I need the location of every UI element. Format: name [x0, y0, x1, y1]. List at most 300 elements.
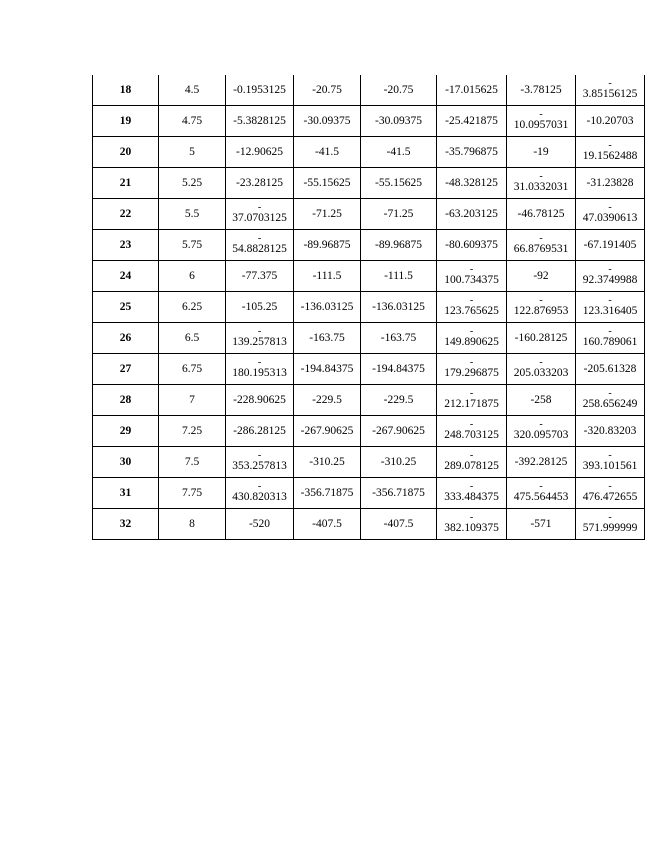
table-cell: [294, 75, 361, 106]
cell-value: -17.015625: [445, 83, 498, 96]
table-cell: [294, 323, 361, 354]
table-cell: [159, 199, 226, 230]
wrapped-negative-value: [437, 514, 506, 534]
cell-value: 23: [119, 238, 132, 251]
cell-value: -63.203125: [445, 207, 498, 220]
cell-value: -258: [530, 393, 552, 406]
cell-value: -163.75: [309, 331, 345, 344]
wrapped-negative-value: [507, 173, 575, 193]
minus-sign: -: [469, 295, 474, 306]
row-index-cell: [93, 354, 159, 385]
table-row: [93, 292, 645, 323]
cell-value: 6: [189, 269, 195, 282]
minus-sign: -: [257, 357, 262, 368]
cell-value: 5: [189, 145, 195, 158]
cell-value: -89.96875: [375, 238, 422, 251]
cell-value: -105.25: [241, 300, 278, 313]
wrapped-negative-value: [226, 452, 293, 472]
cell-value: 5.75: [181, 238, 203, 251]
minus-sign: -: [539, 357, 543, 368]
wrapped-negative-value: [226, 328, 293, 348]
cell-value: 21: [119, 176, 132, 189]
cell-value: -111.5: [384, 269, 413, 282]
table-body: [93, 75, 645, 540]
table-cell: [226, 416, 294, 447]
cell-value: -392.28125: [514, 455, 568, 468]
table-cell: [437, 292, 507, 323]
wrapped-negative-value: [576, 390, 644, 410]
cell-value: 205.033203: [513, 367, 569, 379]
table-cell: [159, 447, 226, 478]
data-table: [92, 75, 645, 540]
cell-value: -41.5: [315, 145, 339, 158]
table-cell: [576, 385, 645, 416]
wrapped-negative-value: [226, 483, 293, 503]
cell-value: 6.5: [184, 331, 200, 344]
cell-value: 393.101561: [582, 460, 638, 472]
cell-value: 122.876953: [513, 305, 569, 317]
minus-sign: -: [257, 233, 262, 244]
cell-value: -228.90625: [233, 393, 286, 406]
table-cell: [294, 137, 361, 168]
cell-value: -5.3828125: [233, 114, 286, 127]
table-row: [93, 261, 645, 292]
cell-value: 149.890625: [444, 336, 499, 348]
table-cell: [576, 106, 645, 137]
cell-value: 212.171875: [444, 398, 499, 410]
cell-value: 382.109375: [444, 522, 499, 534]
table-cell: [437, 137, 507, 168]
table-cell: [159, 230, 226, 261]
table-cell: [507, 230, 576, 261]
cell-value: 47.0390613: [582, 212, 638, 224]
minus-sign: -: [469, 357, 474, 368]
table-cell: [507, 323, 576, 354]
cell-value: -229.5: [312, 393, 342, 406]
table-cell: [507, 385, 576, 416]
cell-value: -0.1953125: [233, 83, 286, 96]
cell-value: 31.0332031: [513, 181, 569, 193]
table-cell: [361, 323, 437, 354]
cell-value: 27: [119, 362, 132, 375]
wrapped-negative-value: [437, 359, 506, 379]
table-cell: [507, 447, 576, 478]
table-cell: [361, 230, 437, 261]
table-cell: [576, 416, 645, 447]
wrapped-negative-value: [576, 142, 644, 162]
minus-sign: -: [257, 202, 262, 213]
row-index-cell: [93, 509, 159, 540]
cell-value: 54.8828125: [232, 243, 287, 255]
cell-value: 24: [119, 269, 132, 282]
wrapped-negative-value: [437, 421, 506, 441]
row-index-cell: [93, 168, 159, 199]
cell-value: -160.28125: [514, 331, 568, 344]
table-cell: [294, 168, 361, 199]
wrapped-negative-value: [576, 452, 644, 472]
table-cell: [226, 478, 294, 509]
table-cell: [507, 478, 576, 509]
cell-value: 179.296875: [444, 367, 499, 379]
table-cell: [361, 261, 437, 292]
table-row: [93, 354, 645, 385]
table-cell: [361, 385, 437, 416]
table-row: [93, 230, 645, 261]
table-cell: [507, 199, 576, 230]
wrapped-negative-value: [576, 80, 644, 100]
table-cell: [294, 385, 361, 416]
wrapped-negative-value: [576, 204, 644, 224]
table-cell: [294, 230, 361, 261]
cell-value: -46.78125: [517, 207, 565, 220]
table-cell: [226, 75, 294, 106]
cell-value: 353.257813: [232, 460, 287, 472]
wrapped-negative-value: [226, 359, 293, 379]
table-cell: [294, 509, 361, 540]
table-cell: [437, 261, 507, 292]
row-index-cell: [93, 261, 159, 292]
table-cell: [361, 478, 437, 509]
table-cell: [226, 199, 294, 230]
minus-sign: -: [469, 512, 474, 523]
cell-value: 289.078125: [444, 460, 499, 472]
cell-value: 7: [189, 393, 195, 406]
cell-value: 30: [119, 455, 132, 468]
cell-value: 20: [119, 145, 132, 158]
table-cell: [437, 416, 507, 447]
table-cell: [159, 478, 226, 509]
cell-value: 123.316405: [582, 305, 638, 317]
table-cell: [294, 478, 361, 509]
cell-value: 5.5: [184, 207, 200, 220]
cell-value: 5.25: [181, 176, 203, 189]
minus-sign: -: [608, 450, 612, 461]
cell-value: -3.78125: [520, 83, 562, 96]
cell-value: 26: [119, 331, 132, 344]
table-row: [93, 323, 645, 354]
table-cell: [361, 137, 437, 168]
table-cell: [576, 230, 645, 261]
wrapped-negative-value: [226, 204, 293, 224]
row-index-cell: [93, 323, 159, 354]
minus-sign: -: [539, 419, 543, 430]
cell-value: 160.789061: [582, 336, 638, 348]
cell-value: -23.28125: [236, 176, 283, 189]
table-cell: [507, 509, 576, 540]
cell-value: 31: [119, 486, 132, 499]
cell-value: -80.609375: [445, 238, 498, 251]
table-cell: [159, 137, 226, 168]
cell-value: 29: [119, 424, 132, 437]
table-cell: [437, 354, 507, 385]
wrapped-negative-value: [507, 483, 575, 503]
table-cell: [159, 168, 226, 199]
table-cell: [159, 106, 226, 137]
cell-value: -310.25: [309, 455, 345, 468]
cell-value: -163.75: [380, 331, 417, 344]
table-cell: [576, 137, 645, 168]
table-cell: [437, 230, 507, 261]
cell-value: -320.83203: [583, 424, 637, 437]
table-cell: [576, 354, 645, 385]
cell-value: 248.703125: [444, 429, 499, 441]
cell-value: 37.0703125: [232, 212, 287, 224]
table-cell: [294, 199, 361, 230]
table-cell: [294, 292, 361, 323]
table-cell: [361, 106, 437, 137]
table-cell: [576, 199, 645, 230]
table-cell: [576, 292, 645, 323]
cell-value: -356.71875: [372, 486, 425, 499]
row-index-cell: [93, 230, 159, 261]
table-cell: [507, 292, 576, 323]
table-cell: [576, 168, 645, 199]
table-cell: [576, 323, 645, 354]
minus-sign: -: [539, 481, 543, 492]
table-cell: [576, 261, 645, 292]
table-cell: [437, 478, 507, 509]
cell-value: 320.095703: [513, 429, 569, 441]
table-cell: [226, 354, 294, 385]
minus-sign: -: [608, 388, 612, 399]
table-cell: [159, 292, 226, 323]
cell-value: -407.5: [383, 517, 414, 530]
table-cell: [437, 509, 507, 540]
table-cell: [437, 106, 507, 137]
table-cell: [507, 106, 576, 137]
cell-value: 430.820313: [232, 491, 287, 503]
minus-sign: -: [257, 326, 262, 337]
table-row: [93, 168, 645, 199]
table-cell: [159, 416, 226, 447]
cell-value: -35.796875: [445, 145, 498, 158]
table-row: [93, 106, 645, 137]
wrapped-negative-value: [437, 328, 506, 348]
table-row: [93, 447, 645, 478]
wrapped-negative-value: [576, 514, 644, 534]
table-cell: [437, 323, 507, 354]
table-row: [93, 509, 645, 540]
cell-value: 19: [119, 114, 132, 127]
table-cell: [576, 478, 645, 509]
table-cell: [507, 75, 576, 106]
cell-value: 571.999999: [582, 522, 638, 534]
minus-sign: -: [539, 109, 543, 120]
minus-sign: -: [257, 450, 262, 461]
cell-value: 6.75: [181, 362, 203, 375]
cell-value: 333.484375: [444, 491, 499, 503]
table-cell: [226, 106, 294, 137]
cell-value: 19.1562488: [582, 150, 638, 162]
cell-value: -71.25: [383, 207, 414, 220]
wrapped-negative-value: [437, 266, 506, 286]
table-cell: [159, 354, 226, 385]
table-cell: [437, 447, 507, 478]
minus-sign: -: [469, 419, 474, 430]
cell-value: 25: [119, 300, 132, 313]
table-row: [93, 416, 645, 447]
cell-value: -136.03125: [300, 300, 354, 313]
table-cell: [159, 385, 226, 416]
minus-sign: -: [539, 295, 543, 306]
wrapped-negative-value: [507, 421, 575, 441]
cell-value: 22: [119, 207, 132, 220]
cell-value: -89.96875: [303, 238, 351, 251]
wrapped-negative-value: [507, 235, 575, 255]
cell-value: -20.75: [312, 83, 342, 96]
cell-value: -55.15625: [375, 176, 422, 189]
cell-value: 4.75: [181, 114, 203, 127]
table-cell: [361, 199, 437, 230]
table-cell: [226, 230, 294, 261]
table-cell: [576, 509, 645, 540]
cell-value: -19: [533, 145, 549, 158]
cell-value: -12.90625: [236, 145, 283, 158]
wrapped-negative-value: [437, 297, 506, 317]
cell-value: -267.90625: [372, 424, 425, 437]
cell-value: 32: [119, 517, 132, 530]
cell-value: 18: [119, 83, 132, 96]
cell-value: -55.15625: [303, 176, 351, 189]
cell-value: -10.20703: [586, 114, 634, 127]
table-cell: [226, 261, 294, 292]
table-cell: [437, 385, 507, 416]
table-cell: [226, 447, 294, 478]
row-index-cell: [93, 478, 159, 509]
table-cell: [159, 323, 226, 354]
table-cell: [437, 199, 507, 230]
cell-value: 100.734375: [444, 274, 499, 286]
minus-sign: -: [469, 481, 474, 492]
minus-sign: -: [469, 450, 474, 461]
table-cell: [361, 168, 437, 199]
table-row: [93, 199, 645, 230]
cell-value: -356.71875: [300, 486, 354, 499]
table-cell: [361, 354, 437, 385]
table-cell: [294, 354, 361, 385]
cell-value: -20.75: [383, 83, 414, 96]
table-cell: [226, 292, 294, 323]
minus-sign: -: [608, 264, 612, 275]
cell-value: -77.375: [241, 269, 278, 282]
cell-value: 7.25: [181, 424, 203, 437]
cell-value: -48.328125: [445, 176, 498, 189]
minus-sign: -: [608, 481, 612, 492]
table-cell: [159, 75, 226, 106]
table-cell: [226, 323, 294, 354]
row-index-cell: [93, 385, 159, 416]
cell-value: 123.765625: [444, 305, 499, 317]
row-index-cell: [93, 106, 159, 137]
table-cell: [226, 385, 294, 416]
minus-sign: -: [608, 140, 612, 151]
wrapped-negative-value: [437, 483, 506, 503]
table-cell: [507, 354, 576, 385]
table-cell: [159, 261, 226, 292]
cell-value: -194.84375: [372, 362, 425, 375]
cell-value: -520: [248, 517, 271, 530]
table-cell: [437, 75, 507, 106]
minus-sign: -: [469, 326, 474, 337]
cell-value: 3.85156125: [582, 88, 638, 100]
cell-value: 475.564453: [513, 491, 569, 503]
wrapped-negative-value: [576, 483, 644, 503]
wrapped-negative-value: [576, 297, 644, 317]
table-cell: [226, 137, 294, 168]
cell-value: -571: [530, 517, 552, 530]
cell-value: 6.25: [181, 300, 203, 313]
minus-sign: -: [608, 202, 612, 213]
cell-value: -136.03125: [372, 300, 425, 313]
table-cell: [361, 416, 437, 447]
table-row: [93, 385, 645, 416]
table-cell: [361, 509, 437, 540]
cell-value: 7.75: [181, 486, 203, 499]
table-cell: [294, 416, 361, 447]
table-cell: [361, 75, 437, 106]
cell-value: -25.421875: [445, 114, 498, 127]
cell-value: 92.3749988: [582, 274, 638, 286]
cell-value: -67.191405: [583, 238, 637, 251]
cell-value: 7.5: [184, 455, 200, 468]
cell-value: 139.257813: [232, 336, 287, 348]
row-index-cell: [93, 137, 159, 168]
minus-sign: -: [469, 388, 474, 399]
table-row: [93, 75, 645, 106]
cell-value: -205.61328: [583, 362, 637, 375]
wrapped-negative-value: [507, 297, 575, 317]
table-cell: [294, 261, 361, 292]
cell-value: -229.5: [383, 393, 414, 406]
cell-value: -30.09375: [375, 114, 422, 127]
table-cell: [361, 292, 437, 323]
wrapped-negative-value: [576, 328, 644, 348]
row-index-cell: [93, 447, 159, 478]
cell-value: -41.5: [386, 145, 411, 158]
table-cell: [507, 261, 576, 292]
cell-value: 258.656249: [582, 398, 638, 410]
cell-value: 4.5: [184, 83, 200, 96]
cell-value: -407.5: [312, 517, 342, 530]
table-cell: [507, 137, 576, 168]
table-cell: [159, 509, 226, 540]
cell-value: -267.90625: [300, 424, 354, 437]
wrapped-negative-value: [226, 235, 293, 255]
row-index-cell: [93, 75, 159, 106]
cell-value: -310.25: [380, 455, 417, 468]
table-cell: [507, 416, 576, 447]
wrapped-negative-value: [437, 452, 506, 472]
cell-value: -286.28125: [233, 424, 286, 437]
row-index-cell: [93, 292, 159, 323]
table-cell: [226, 168, 294, 199]
table-cell: [576, 75, 645, 106]
cell-value: 10.0957031: [513, 119, 569, 131]
minus-sign: -: [608, 78, 612, 89]
table-row: [93, 478, 645, 509]
wrapped-negative-value: [576, 266, 644, 286]
cell-value: -31.23828: [586, 176, 634, 189]
table-cell: [294, 106, 361, 137]
row-index-cell: [93, 416, 159, 447]
row-index-cell: [93, 199, 159, 230]
minus-sign: -: [608, 295, 612, 306]
table-cell: [507, 168, 576, 199]
cell-value: -194.84375: [300, 362, 354, 375]
table-cell: [361, 447, 437, 478]
cell-value: -111.5: [312, 269, 342, 282]
cell-value: 180.195313: [232, 367, 287, 379]
